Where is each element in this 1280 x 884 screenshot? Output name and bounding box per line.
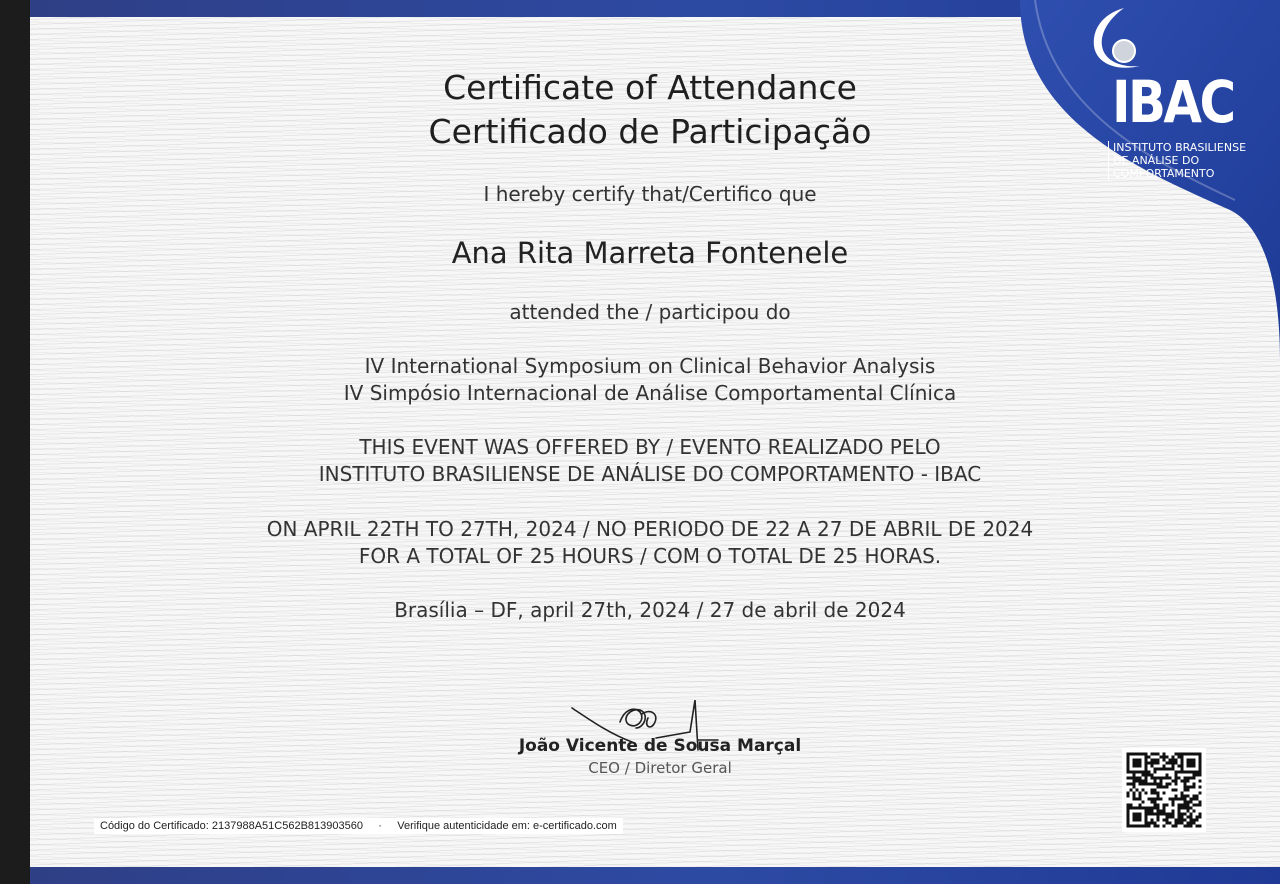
dates-line-1: ON APRIL 22TH TO 27TH, 2024 / NO PERIODO DE 22 A 27 DE ABRIL DE 2024 <box>266 517 1034 541</box>
certificate-code: Código do Certificado: 2137988A51C562B813903560 <box>100 820 363 832</box>
logo-subtitle: INSTITUTO BRASILIENSE DE ANÁLISE DO COMPORTAMENTO <box>1108 141 1263 180</box>
signer-role: CEO / Diretor Geral <box>588 759 732 777</box>
footer-separator: · <box>378 820 382 832</box>
signer-name: João Vicente de Sousa Marçal <box>518 736 802 756</box>
certificate <box>30 0 1280 884</box>
title-english: Certificate of Attendance <box>443 68 857 107</box>
signature-block <box>510 700 810 790</box>
certificate-footer <box>94 818 623 834</box>
verify-link[interactable]: Verifique autenticidade em: e-certificado.com <box>397 820 617 832</box>
attended-line: attended the / participou do <box>509 300 791 324</box>
ibac-logo-icon <box>1080 6 1150 76</box>
bottom-band <box>30 867 1280 884</box>
offered-line-2: INSTITUTO BRASILIENSE DE ANÁLISE DO COMPORTAMENTO - IBAC <box>318 462 982 486</box>
qr-code-icon[interactable] <box>1122 748 1206 832</box>
certify-line: I hereby certify that/Certifico que <box>483 182 817 206</box>
event-portuguese: IV Simpósio Internacional de Análise Comportamental Clínica <box>343 381 957 405</box>
recipient-name: Ana Rita Marreta Fontenele <box>451 236 849 270</box>
dates-line-2: FOR A TOTAL OF 25 HOURS / COM O TOTAL DE 25 HORAS. <box>358 544 942 568</box>
logo-word: IBAC <box>1112 68 1234 136</box>
offered-line-1: THIS EVENT WAS OFFERED BY / EVENTO REALIZADO PELO <box>359 435 941 459</box>
event-english: IV International Symposium on Clinical Behavior Analysis <box>364 354 936 378</box>
title-portuguese: Certificado de Participação <box>428 112 872 151</box>
place-date: Brasília – DF, april 27th, 2024 / 27 de abril de 2024 <box>394 598 906 622</box>
